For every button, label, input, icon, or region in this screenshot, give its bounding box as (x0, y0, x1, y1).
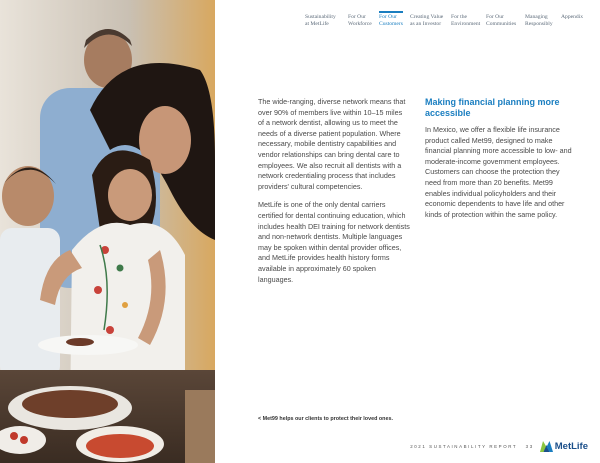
nav-managing-responsibly[interactable] (525, 14, 553, 27)
family-photo-illustration (0, 0, 215, 463)
nav-label-line-1: For Our (379, 14, 397, 20)
photo-caption: < Met99 helps our clients to protect their loved ones. (258, 416, 393, 422)
nav-label-line-2: Environment (451, 20, 481, 27)
nav-appendix[interactable] (561, 14, 583, 21)
metlife-logo (540, 441, 588, 452)
body-paragraph: MetLife is one of the only dental carriers certified for dental continuing education, which includes health DEI training for network dentists and non-network dentists. Multiple languages may be spoken within dental provider offices, and MetLife provides health history forms available in approximately 60 spoken languages. (258, 200, 410, 284)
left-text-column (258, 97, 410, 293)
family-meal-photo (0, 0, 215, 463)
section-heading: Making financial planning more accessible (425, 97, 560, 118)
nav-label-line-2: as an Investor (410, 20, 442, 27)
section-nav (305, 14, 592, 32)
nav-label-line-1: For Our (486, 14, 504, 20)
nav-for-the-environment[interactable] (451, 14, 480, 27)
nav-sustainability-at-metlife[interactable] (305, 14, 336, 27)
nav-label-line-2: at MetLife (305, 20, 329, 27)
metlife-logo-text: MetLife (554, 440, 588, 452)
nav-creating-value-as-an-investor[interactable] (410, 14, 443, 27)
nav-for-our-customers[interactable] (379, 14, 403, 27)
report-label-text: 2021 SUSTAINABILITY REPORT (410, 443, 518, 449)
right-text-column (425, 97, 575, 228)
body-paragraph: The wide-ranging, diverse network means that over 90% of members live within 10–15 miles of a network dentist, allowing us to meet the needs of a diverse patient population. Where necessary, mobile dentistry capabilities and vendor relationships can bring dental care to employees. We also recruit all dentists with a network credentialing process that includes providers' cultural competencies. (258, 97, 406, 191)
nav-label-line-2: Responsibly (525, 20, 553, 27)
nav-label-line-2: Workforce (348, 20, 372, 27)
page-number: 33 (525, 443, 534, 449)
body-paragraph: In Mexico, we offer a flexible life insurance product called Met99, designed to make financial planning more accessible to low- and moderate-income government employees. Customers can choose the protection they need from more than 20 benefits. Met99 enables individual policyholders and their economic dependents to have life and other kinds of protection within the same policy. (425, 125, 572, 219)
nav-label-line-1: For Our (348, 14, 366, 20)
nav-label-line-2: Communities (486, 20, 517, 27)
nav-label-line-1: Creating Value (410, 14, 444, 20)
nav-label-line-2: Customers (379, 20, 403, 27)
page-footer (410, 439, 588, 453)
nav-for-our-workforce[interactable] (348, 14, 372, 27)
nav-label-line-1: Appendix (561, 14, 584, 20)
nav-label-line-1: Sustainability (305, 14, 336, 20)
nav-for-our-communities[interactable] (486, 14, 516, 27)
nav-label-line-1: Managing (525, 14, 548, 20)
report-title (410, 444, 534, 449)
nav-label-line-1: For the (451, 14, 468, 20)
metlife-logo-mark-icon (540, 441, 553, 452)
